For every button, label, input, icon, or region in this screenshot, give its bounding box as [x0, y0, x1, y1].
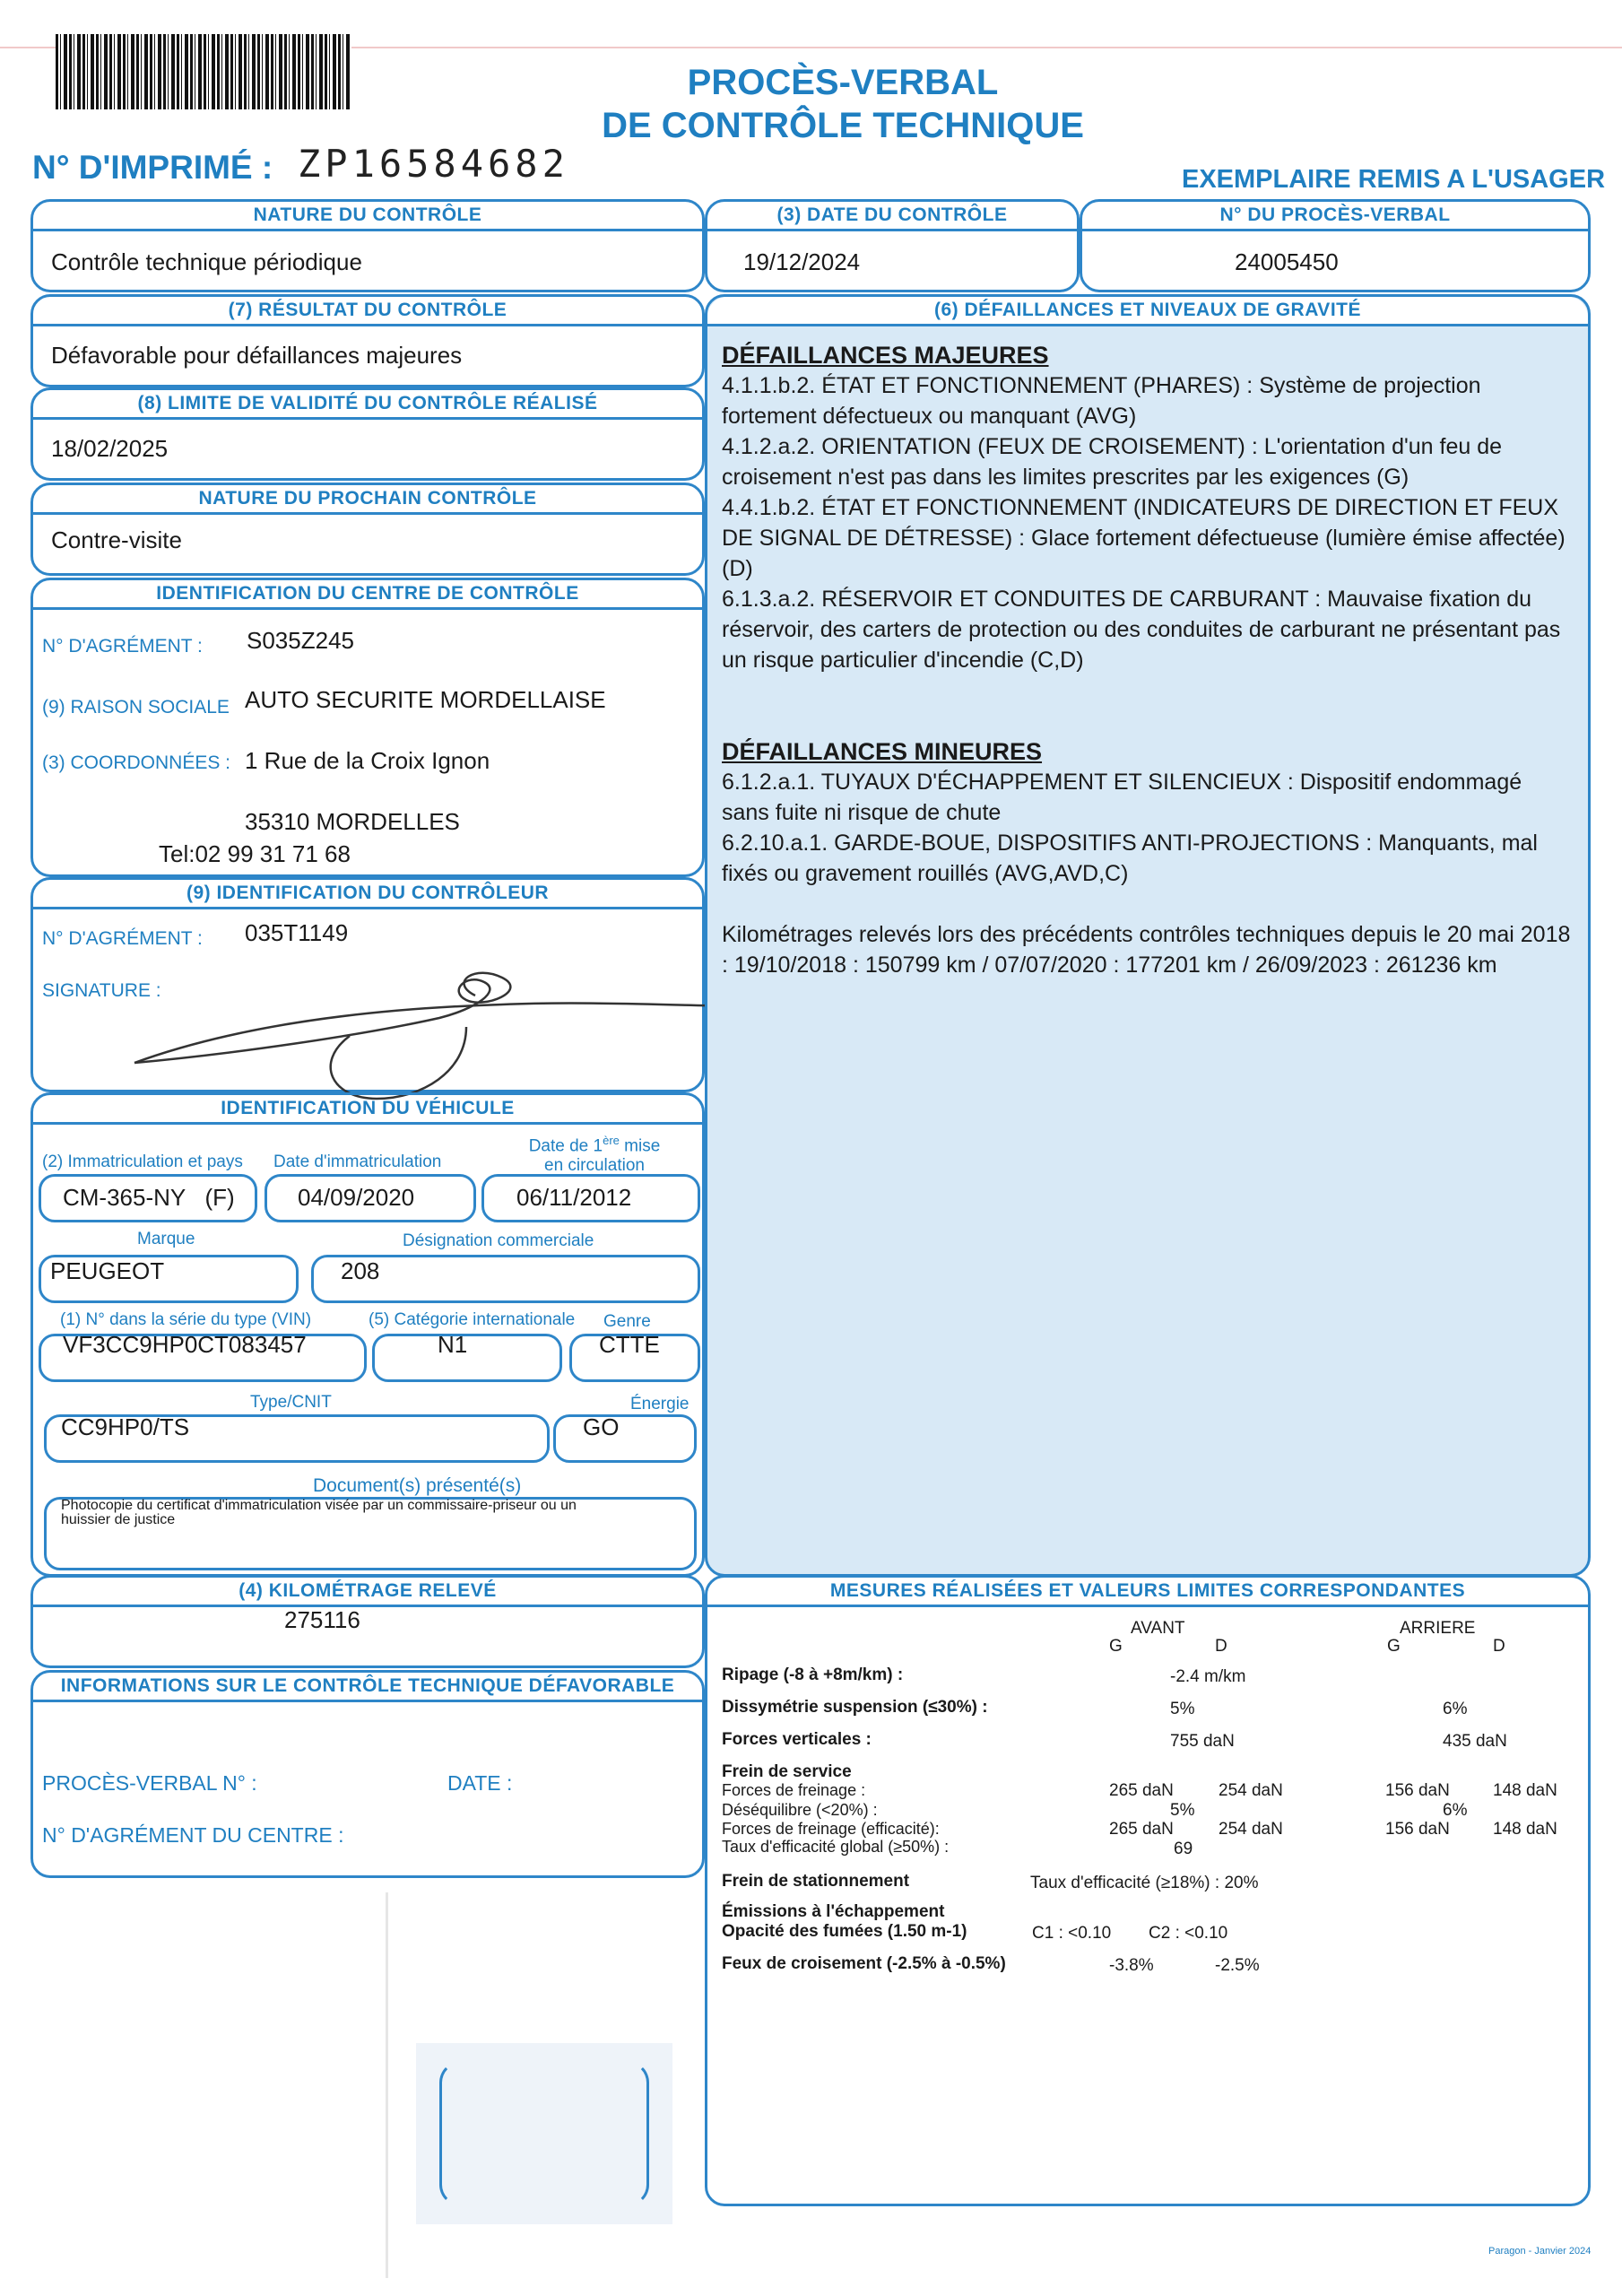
kilometrage-header: (4) KILOMÉTRAGE RELEVÉ — [33, 1578, 702, 1607]
ffe-ar-g: 156 daN — [1385, 1820, 1450, 1839]
coordonnees-line1: 1 Rue de la Croix Ignon — [245, 747, 490, 774]
cat-label: (5) Catégorie internationale — [369, 1310, 576, 1329]
type-label: Type/CNIT — [250, 1393, 332, 1412]
genre-value: CTTE — [599, 1331, 660, 1358]
vin-value: VF3CC9HP0CT083457 — [63, 1331, 307, 1358]
docs-label: Document(s) présenté(s) — [313, 1475, 522, 1496]
cat-value: N1 — [438, 1331, 468, 1358]
forces-v-ar: 435 daN — [1443, 1732, 1507, 1751]
premiere-field — [481, 1174, 700, 1222]
date-controle-value: 19/12/2024 — [743, 248, 861, 275]
ffe-av-g: 265 daN — [1109, 1820, 1174, 1839]
info-defav-header: INFORMATIONS SUR LE CONTRÔLE TECHNIQUE DÉFAVORABLE — [33, 1673, 702, 1702]
info-agrement-label: N° D'AGRÉMENT DU CENTRE : — [42, 1823, 344, 1847]
num-pv-value: 24005450 — [1235, 248, 1339, 275]
coordonnees-line2: 35310 MORDELLES — [245, 808, 460, 835]
designation-label: Désignation commerciale — [403, 1231, 594, 1250]
defaillances-box — [705, 294, 1591, 1577]
date-controle-header: (3) DATE DU CONTRÔLE — [707, 202, 1077, 231]
signature-label: SIGNATURE : — [42, 980, 161, 1001]
arriere-g: G — [1387, 1637, 1401, 1656]
vehicule-header: IDENTIFICATION DU VÉHICULE — [33, 1095, 702, 1125]
mineure-item-2: 6.2.10.a.1. GARDE-BOUE, DISPOSITIFS ANTI-PROJECTIONS : Manquants, mal fixés ou gravement rouillés (AVG,AVD,C) — [722, 831, 1538, 886]
ff-ar-d: 148 daN — [1493, 1781, 1557, 1800]
majeures-title: DÉFAILLANCES MAJEURES — [722, 342, 1049, 369]
premiere-value: 06/11/2012 — [516, 1184, 632, 1211]
feux-label: Feux de croisement (-2.5% à -0.5%) — [722, 1954, 1006, 1973]
kilometrages-history: Kilométrages relevés lors des précédents contrôles techniques depuis le 20 mai 2018 : 19/10/2018 : 150799 km / 07/07/2020 : 177201 km / 26/09/2023 : 261236 km — [722, 922, 1571, 978]
kilometrage-value: 275116 — [284, 1606, 360, 1633]
ffe-av-d: 254 daN — [1219, 1820, 1283, 1839]
immat-value: CM-365-NY (F) — [63, 1184, 235, 1211]
premiere-label-a: Date de 1 — [528, 1136, 603, 1156]
ripage-value: -2.4 m/km — [1170, 1667, 1246, 1686]
scan-artifact-line — [386, 1892, 388, 2278]
date-controle-box — [705, 199, 1080, 292]
opacite-label: Opacité des fumées (1.50 m-1) — [722, 1922, 967, 1941]
centre-tel: Tel:02 99 31 71 68 — [159, 840, 351, 867]
signature-scribble — [126, 964, 771, 1108]
num-pv-header: N° DU PROCÈS-VERBAL — [1082, 202, 1588, 231]
docs-value-1: Photocopie du certificat d'immatriculation visée par un commissaire-priseur ou un — [61, 1498, 577, 1513]
num-pv-box — [1080, 199, 1591, 292]
defaillances-content — [722, 340, 1574, 980]
energie-field — [553, 1414, 697, 1463]
resultat-box — [30, 294, 705, 387]
majeure-item-3: 4.4.1.b.2. ÉTAT ET FONCTIONNEMENT (INDICATEURS DE DIRECTION ET FEUX DE SIGNAL DE DÉTRESSE) : Glace fortement défectueuse (lumière émise affectée) (D) — [722, 495, 1566, 581]
resultat-header: (7) RÉSULTAT DU CONTRÔLE — [33, 297, 702, 326]
date-immat-field — [265, 1174, 476, 1222]
avant-d: D — [1215, 1637, 1227, 1656]
title-line1: PROCÈS-VERBAL — [687, 63, 999, 102]
exemplaire-label: EXEMPLAIRE REMIS A L'USAGER — [1182, 165, 1606, 194]
marque-value: PEUGEOT — [50, 1257, 165, 1284]
raison-sociale-label: (9) RAISON SOCIALE — [42, 697, 230, 718]
info-pv-label: PROCÈS-VERBAL N° : — [42, 1771, 257, 1795]
date-immat-value: 04/09/2020 — [298, 1184, 415, 1211]
dissym-av: 5% — [1170, 1700, 1195, 1718]
deseq-av: 5% — [1170, 1801, 1195, 1820]
cat-field — [372, 1331, 562, 1382]
centre-box — [30, 578, 705, 877]
feux-g: -3.8% — [1109, 1956, 1154, 1975]
nature-controle-value: Contrôle technique périodique — [51, 248, 362, 275]
majeure-item-1: 4.1.1.b.2. ÉTAT ET FONCTIONNEMENT (PHARES) : Système de projection fortement défectueux ou manquant (AVG) — [722, 373, 1481, 429]
ff-ar-g: 156 daN — [1385, 1781, 1450, 1800]
photo-frame — [439, 2061, 649, 2206]
raison-sociale-value: AUTO SECURITE MORDELLAISE — [245, 686, 606, 713]
deseq-label: Déséquilibre (<20%) : — [722, 1801, 878, 1819]
genre-label: Genre — [603, 1312, 651, 1331]
prochain-value: Contre-visite — [51, 526, 182, 553]
paragon-footer: Paragon - Janvier 2024 — [1488, 2246, 1592, 2257]
arriere-label: ARRIERE — [1400, 1619, 1476, 1638]
docs-field — [44, 1497, 697, 1570]
info-defav-box — [30, 1670, 705, 1878]
validite-header: (8) LIMITE DE VALIDITÉ DU CONTRÔLE RÉALISÉ — [33, 390, 702, 420]
avant-label: AVANT — [1131, 1619, 1185, 1638]
majeure-item-2: 4.1.2.a.2. ORIENTATION (FEUX DE CROISEMENT) : L'orientation d'un feu de croisement n'est pas dans les limites prescrites par les exigences (G) — [722, 434, 1503, 490]
marque-label: Marque — [137, 1230, 195, 1248]
taux-global-value: 69 — [1174, 1839, 1193, 1858]
emissions-label: Émissions à l'échappement — [722, 1902, 945, 1921]
vin-field — [39, 1331, 367, 1382]
premiere-label-c: en circulation — [544, 1156, 645, 1176]
centre-agrement-label: N° D'AGRÉMENT : — [42, 636, 203, 657]
defaillances-header: (6) DÉFAILLANCES ET NIVEAUX DE GRAVITÉ — [707, 297, 1588, 326]
forces-v-av: 755 daN — [1170, 1732, 1235, 1751]
prochain-header: NATURE DU PROCHAIN CONTRÔLE — [33, 485, 702, 515]
mesures-box — [705, 1575, 1591, 2206]
ripage-label: Ripage (-8 à +8m/km) : — [722, 1665, 904, 1684]
info-date-label: DATE : — [447, 1771, 513, 1795]
ff-av-d: 254 daN — [1219, 1781, 1283, 1800]
nature-controle-header: NATURE DU CONTRÔLE — [33, 202, 702, 231]
prochain-box — [30, 483, 705, 576]
controleur-agrement-label: N° D'AGRÉMENT : — [42, 928, 203, 949]
ff-eff-label: Forces de freinage (efficacité): — [722, 1820, 940, 1838]
coordonnees-label: (3) COORDONNÉES : — [42, 752, 231, 773]
immat-field — [39, 1174, 257, 1222]
vehicule-box — [30, 1092, 705, 1577]
c1-value: C1 : <0.10 — [1032, 1924, 1112, 1943]
c2-value: C2 : <0.10 — [1149, 1924, 1228, 1943]
mesures-header: MESURES RÉALISÉES ET VALEURS LIMITES CORRESPONDANTES — [707, 1578, 1588, 1607]
majeure-item-4: 6.1.3.a.2. RÉSERVOIR ET CONDUITES DE CARBURANT : Mauvaise fixation du réservoir, des carters de protection ou des conduites de carburant ne présentant pas un risque particulier d'incendie (C,D) — [722, 587, 1561, 673]
nature-controle-box — [30, 199, 705, 292]
deseq-ar: 6% — [1443, 1801, 1468, 1820]
controleur-header: (9) IDENTIFICATION DU CONTRÔLEUR — [33, 880, 702, 909]
genre-field — [569, 1331, 700, 1382]
mineure-item-1: 6.1.2.a.1. TUYAUX D'ÉCHAPPEMENT ET SILENCIEUX : Dispositif endommagé sans fuite ni risque de chute — [722, 770, 1522, 825]
type-value: CC9HP0/TS — [61, 1413, 190, 1440]
marque-field — [39, 1255, 299, 1303]
ff-av-g: 265 daN — [1109, 1781, 1174, 1800]
taux-global-label: Taux d'efficacité global (≥50%) : — [722, 1838, 950, 1856]
designation-field — [311, 1255, 700, 1303]
avant-g: G — [1109, 1637, 1123, 1656]
ffe-ar-d: 148 daN — [1493, 1820, 1557, 1839]
docs-value-2: huissier de justice — [61, 1512, 176, 1527]
dissym-ar: 6% — [1443, 1700, 1468, 1718]
type-field — [44, 1414, 550, 1463]
energie-value: GO — [583, 1413, 620, 1440]
frein-service-label: Frein de service — [722, 1762, 852, 1781]
energie-label: Énergie — [630, 1395, 690, 1413]
forces-v-label: Forces verticales : — [722, 1730, 872, 1749]
validite-value: 18/02/2025 — [51, 435, 169, 462]
title-line2: DE CONTRÔLE TECHNIQUE — [602, 106, 1084, 145]
stationnement-value: Taux d'efficacité (≥18%) : 20% — [1030, 1874, 1259, 1892]
stationnement-label: Frein de stationnement — [722, 1872, 910, 1891]
barcode — [56, 34, 351, 109]
controleur-agrement-value: 035T1149 — [245, 919, 349, 946]
imprime-value: ZP16584682 — [298, 142, 569, 186]
mineures-title: DÉFAILLANCES MINEURES — [722, 738, 1043, 765]
kilometrage-box — [30, 1575, 705, 1668]
centre-header: IDENTIFICATION DU CENTRE DE CONTRÔLE — [33, 580, 702, 610]
immat-label: (2) Immatriculation et pays — [42, 1152, 243, 1171]
premiere-label-sup: ère — [603, 1134, 620, 1147]
vin-label: (1) N° dans la série du type (VIN) — [60, 1310, 312, 1329]
arriere-d: D — [1493, 1637, 1505, 1656]
imprime-label: N° D'IMPRIMÉ : — [32, 149, 273, 186]
resultat-value: Défavorable pour défaillances majeures — [51, 342, 463, 369]
feux-d: -2.5% — [1215, 1956, 1260, 1975]
centre-agrement-value: S035Z245 — [247, 627, 354, 654]
premiere-label — [514, 1131, 675, 1176]
validite-box — [30, 387, 705, 481]
forces-freinage-label: Forces de freinage : — [722, 1781, 866, 1799]
dissym-label: Dissymétrie suspension (≤30%) : — [722, 1698, 988, 1717]
designation-value: 208 — [341, 1257, 380, 1284]
date-immat-label: Date d'immatriculation — [273, 1152, 442, 1171]
premiere-label-b: mise — [619, 1136, 661, 1156]
